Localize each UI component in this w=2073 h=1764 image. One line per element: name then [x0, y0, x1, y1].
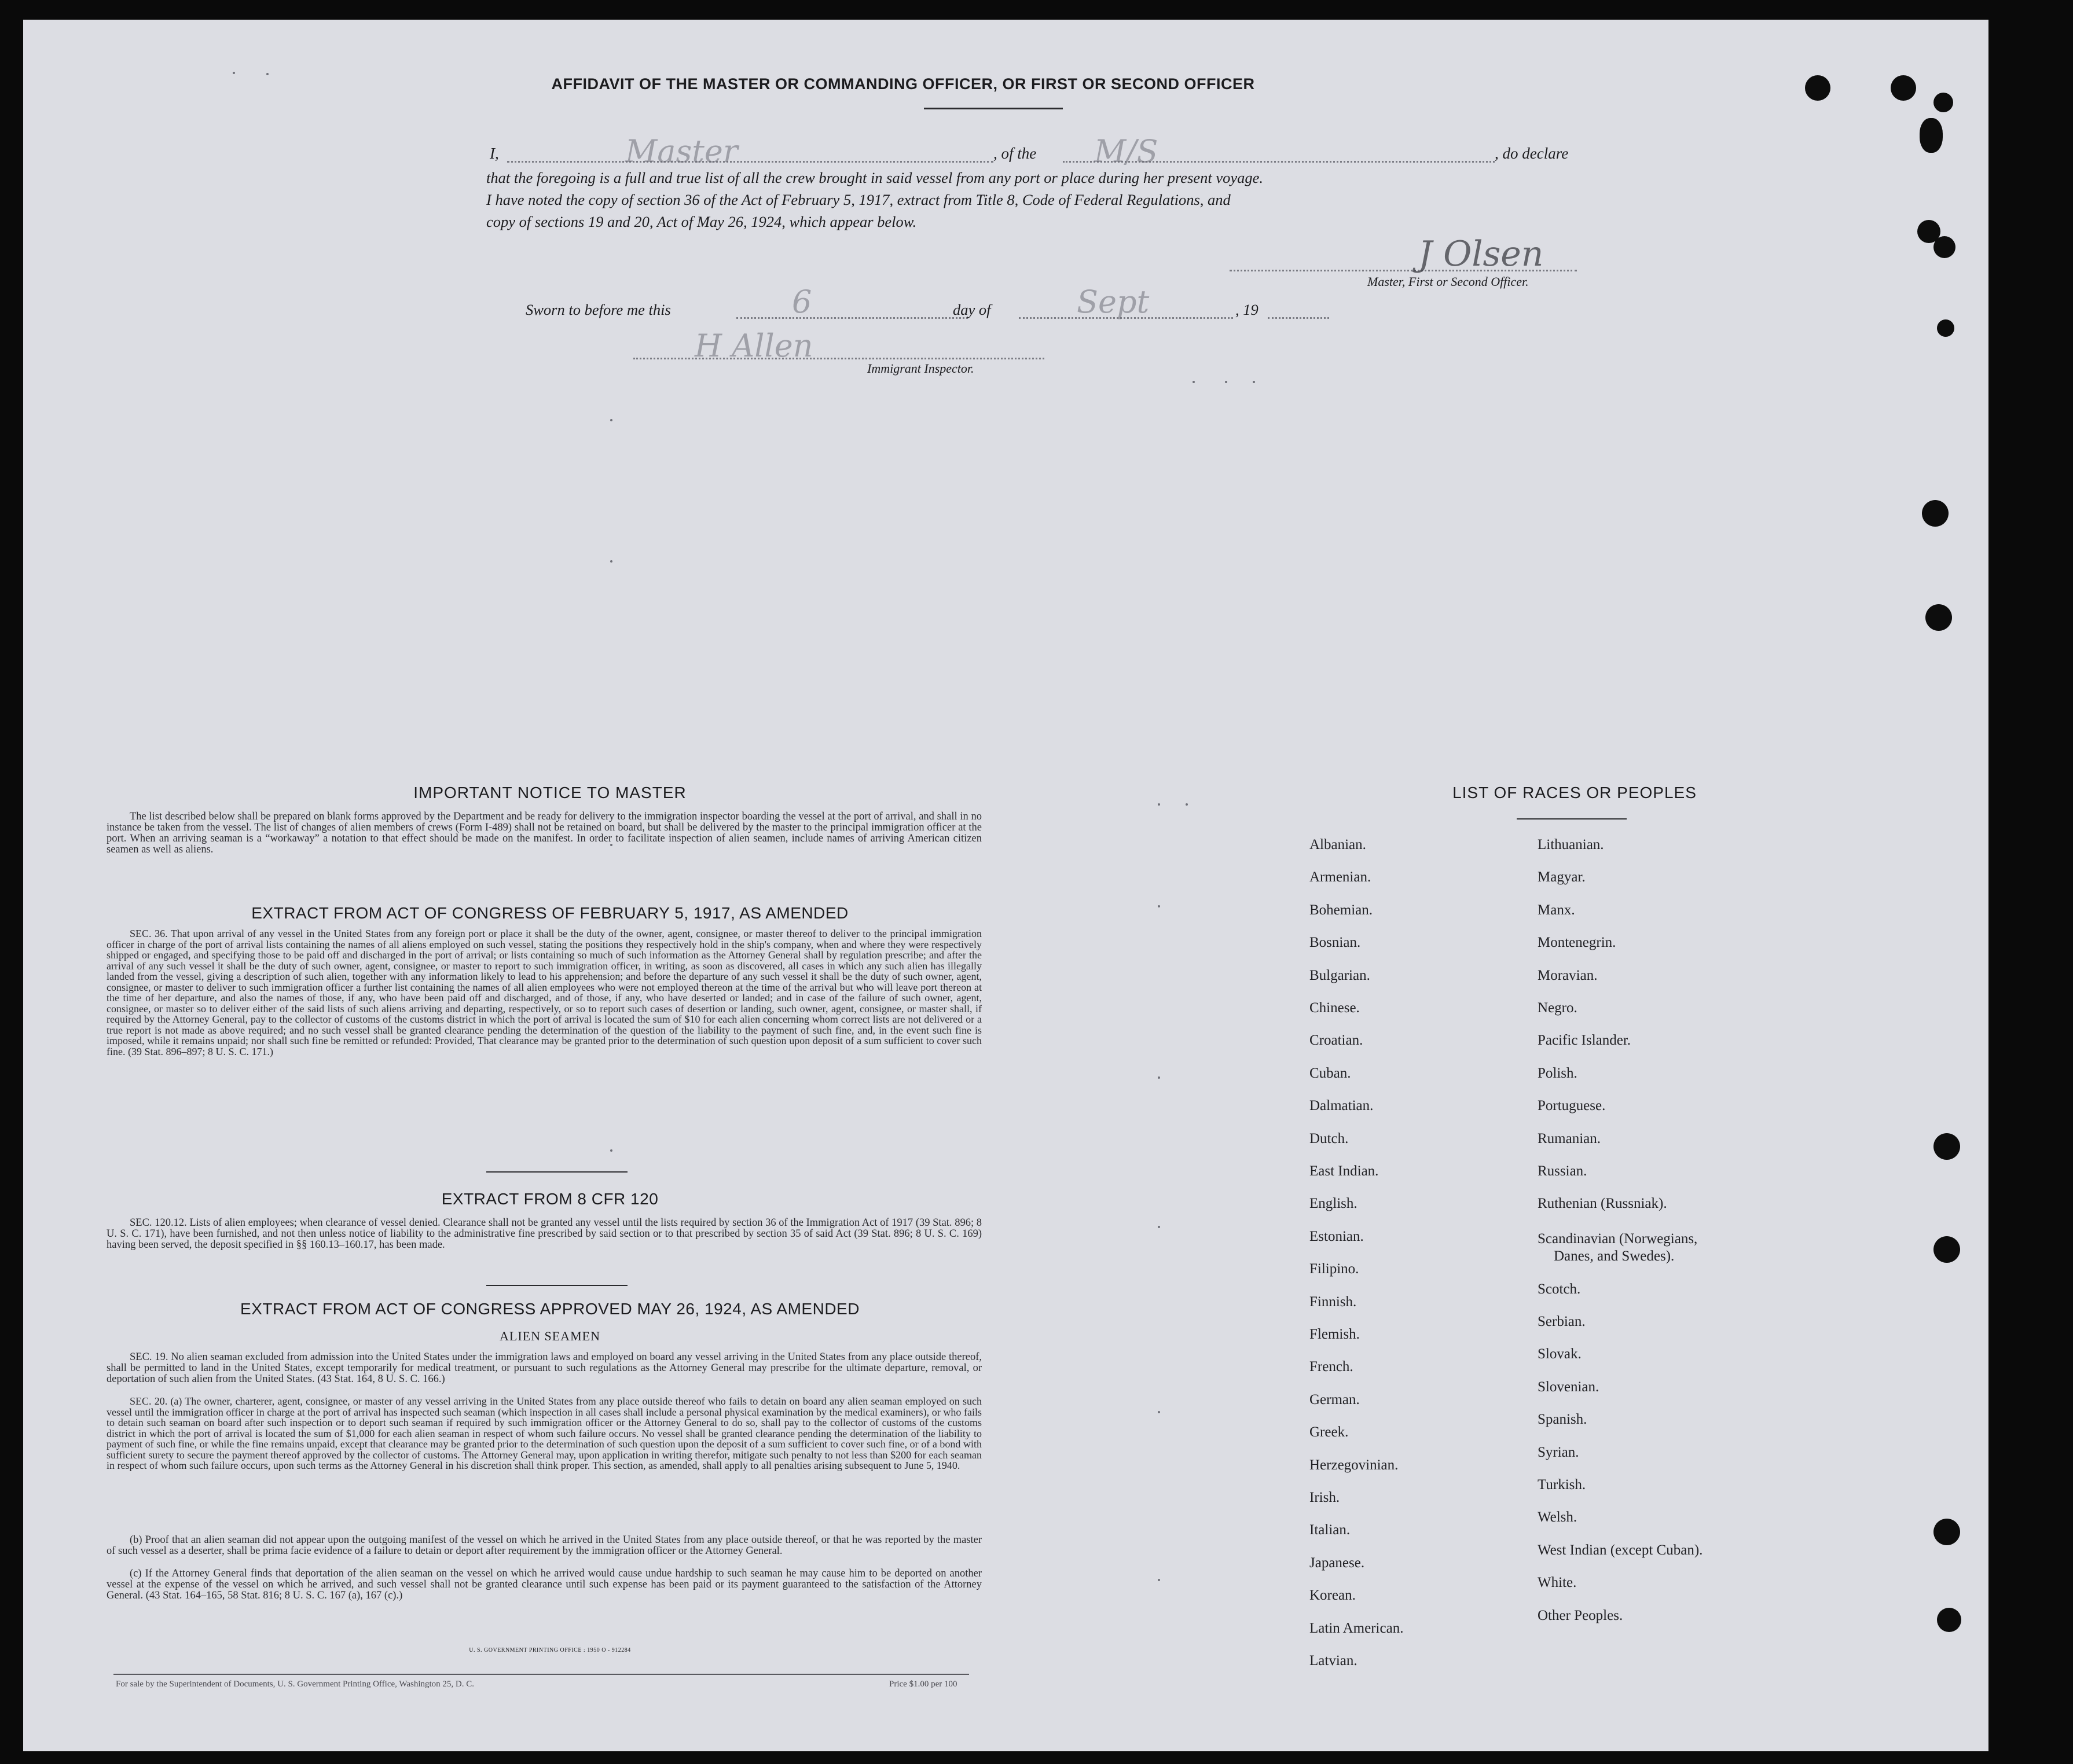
- signature-caption: Master, First or Second Officer.: [1367, 274, 1529, 289]
- race-entry: Other Peoples.: [1538, 1608, 1623, 1623]
- race-entry: Spanish.: [1538, 1412, 1587, 1427]
- section-rule: [486, 1171, 628, 1173]
- affidavit-line1-of-the: , of the: [993, 145, 1037, 162]
- affidavit-line1-i: I,: [490, 145, 499, 162]
- handwritten-signature: J Olsen: [1418, 234, 1544, 274]
- race-entry: Chinese.: [1309, 1000, 1360, 1016]
- race-entry: Montenegrin.: [1538, 935, 1616, 950]
- race-entry: Latin American.: [1309, 1620, 1404, 1636]
- affidavit-line4: copy of sections 19 and 20, Act of May 26, 1924, which appear below.: [486, 213, 917, 230]
- speck: [1225, 381, 1227, 383]
- sec20a-body: SEC. 20. (a) The owner, charterer, agent, consignee, or master of any vessel arriving in the United States from any place outside thereof who fails to detain on board any alien seaman employed on such vessel until the immigration officer in charge at the port of arrival has inspected such seaman (which inspection in all cases shall include a personal physical examination by the medical examiners), or who fails to detain such seaman on board after such inspection or to deport such seaman if required by such immigration officer or the Attorney General to do so, shall pay to the collector of customs of the customs district in which the port of arrival is located the sum of $1,000 for each alien seaman in respect of whom such failure occurs. No vessel shall be granted clearance pending the determination of the liability to payment of such fine, or while the fine remains unpaid, except that clearance may be granted prior to the determination of such question upon the deposit of a sum sufficient to cover such fine, or of a bond with sufficient surety to secure the payment thereof approved by the collector of customs. The Attorney General may, upon application in writing therefor, mitigate such penalty to not less than $200 for each seaman in respect of whom such failure occurs, upon such terms as the Attorney General in his discretion shall think proper. This section, as amended, shall apply to all penalties arising subsequent to June 5, 1940.: [107, 1395, 982, 1471]
- race-entry: West Indian (except Cuban).: [1538, 1542, 1703, 1558]
- race-entry: Bulgarian.: [1309, 968, 1370, 983]
- race-entry: Japanese.: [1309, 1555, 1365, 1571]
- punch-hole: [1937, 319, 1954, 337]
- handwritten-vessel-name: M/S: [1094, 133, 1158, 170]
- race-entry: Magyar.: [1538, 869, 1586, 885]
- race-entry: White.: [1538, 1575, 1577, 1590]
- sec20b-body: (b) Proof that an alien seaman did not appear upon the outgoing manifest of the vessel on which he arrived in the United States from any place outside thereof, or that he was reported by the master of such vessel as a deserter, shall be prima facie evidence of a failure to detain or deport after requirement by the immigration officer or the Attorney General.: [107, 1534, 982, 1557]
- races-heading: LIST OF RACES OR PEOPLES: [1452, 784, 1697, 802]
- affidavit-line2: that the foregoing is a full and true list of all the crew brought in said vessel from any port or place during her present voyage.: [486, 169, 1264, 186]
- punch-hole: [1933, 236, 1955, 258]
- cfr-heading: EXTRACT FROM 8 CFR 120: [441, 1190, 659, 1208]
- race-entry: Croatian.: [1309, 1032, 1363, 1048]
- race-entry: Herzegovinian.: [1309, 1457, 1399, 1473]
- race-entry: Welsh.: [1538, 1509, 1577, 1525]
- punch-hole: [1933, 1133, 1960, 1160]
- affidavit-title: AFFIDAVIT OF THE MASTER OR COMMANDING OFFICER, OR FIRST OR SECOND OFFICER: [551, 75, 1255, 93]
- race-entry: Dalmatian.: [1309, 1098, 1374, 1113]
- race-entry: English.: [1309, 1196, 1357, 1211]
- race-entry: Cuban.: [1309, 1065, 1351, 1081]
- day-of-label: day of: [953, 301, 991, 318]
- speck: [1158, 1579, 1160, 1581]
- footer-rule: [113, 1674, 969, 1675]
- race-entry: Dutch.: [1309, 1131, 1349, 1146]
- punch-hole: [1933, 1519, 1960, 1545]
- race-entry: Turkish.: [1538, 1477, 1586, 1493]
- sec19-body: SEC. 19. No alien seaman excluded from admission into the United States under the immigration laws and employed on board any vessel arriving in the United States from any place outside thereof, shall be permitted to land in the United States, except temporarily for medical treatment, or pursuant to such regulations as the Attorney General may prescribe for the ultimate departure, removal, or deportation of such alien from the United States. (43 Stat. 164, 8 U. S. C. 166.): [107, 1351, 982, 1385]
- section-rule: [486, 1285, 628, 1286]
- races-rule: [1517, 818, 1627, 819]
- race-entry: Finnish.: [1309, 1294, 1357, 1310]
- punch-hole: [1920, 118, 1943, 153]
- race-entry: Danes, and Swedes).: [1554, 1248, 1675, 1264]
- speck: [1253, 381, 1255, 383]
- punch-hole: [1922, 500, 1949, 527]
- punch-hole: [1805, 75, 1830, 101]
- race-entry: Bosnian.: [1309, 935, 1361, 950]
- speck: [233, 72, 235, 74]
- race-entry: Scotch.: [1538, 1281, 1581, 1297]
- form-sheet: [23, 20, 1988, 1751]
- gpo-imprint: U. S. GOVERNMENT PRINTING OFFICE : 1950 O - 912284: [469, 1647, 631, 1653]
- race-entry: Lithuanian.: [1538, 837, 1604, 852]
- speck: [1158, 803, 1160, 806]
- race-entry: Syrian.: [1538, 1445, 1579, 1460]
- notice-body: The list described below shall be prepared on blank forms approved by the Department and be ready for delivery to the immigration inspector boarding the vessel at the port of arrival, and shall in no instance be taken from the vessel. The list of changes of alien members of crews (Form I-489) shall not be retained on board, but shall be delivered by the master to the principal immigration officer at the port. When an arriving seaman is a “workaway” a notation to that effect should be made on the manifest. In order to facilitate inspection of alien seamen, include names of arriving American citizen seamen as well as aliens.: [107, 811, 982, 855]
- handwritten-master-name: Master: [625, 133, 738, 170]
- notice-heading: IMPORTANT NOTICE TO MASTER: [413, 784, 687, 802]
- race-entry: Greek.: [1309, 1424, 1349, 1440]
- punch-hole: [1925, 604, 1952, 631]
- alien-seamen-subheading: ALIEN SEAMEN: [500, 1329, 600, 1343]
- race-entry: Latvian.: [1309, 1653, 1357, 1669]
- race-entry: Italian.: [1309, 1522, 1351, 1538]
- speck: [610, 1149, 612, 1152]
- inspector-caption: Immigrant Inspector.: [867, 361, 974, 376]
- race-entry: Irish.: [1309, 1490, 1340, 1505]
- speck: [266, 73, 269, 75]
- race-entry: French.: [1309, 1359, 1353, 1375]
- affidavit-line3: I have noted the copy of section 36 of the Act of February 5, 1917, extract from Title 8, Code of Federal Regulations, and: [486, 191, 1231, 208]
- footer-price: Price $1.00 per 100: [889, 1680, 957, 1689]
- extract-1917-body: SEC. 36. That upon arrival of any vessel in the United States from any foreign port or place it shall be the duty of the owner, agent, consignee, or master thereof to deliver to the principal immigration officer in charge of the port of arrival lists containing the names of all aliens employed on such vessel, stating the positions they respectively hold in the ship's company, when and where they were respectively shipped or engaged, and specifying those to be paid off and discharged in the port of arrival; or lists containing so much of such information as the Attorney General shall by regulation prescribe; and after the arrival of any such vessel it shall be the duty of such owner, agent, consignee, or master to report to such immigration officer, in writing, as soon as discovered, all cases in which any such alien has illegally landed from the vessel, giving a description of such alien, together with any information likely to lead to his apprehension; and before the departure of any such vessel it shall be the duty of such owner, agent, consignee, or master to deliver to such immigration officer a further list containing the names of all alien employees who were not employed thereon at the time of the arrival but who will leave port thereon at the time of her departure, and also the names of those, if any, who have been paid off and discharged, and of those, if any, who have deserted or landed; and in case of the failure of such owner, agent, consignee, or master so to deliver either of the said lists of such aliens arriving and departing, respectively, or so to report such cases of desertion or landing, such owner, agent, consignee, or master shall, if required by the Attorney General, pay to the collector of customs of the customs district in which the port of arrival is located the sum of $10 for each alien concerning whom correct lists are not delivered or a true report is not made as above required; and no such vessel shall be granted clearance pending the determination of the question of the liability to the payment of such fine, and, in the event such fine is imposed, while it remains unpaid; nor shall such fine be remitted or refunded: Provided, That clearance may be granted prior to the determination of such question upon deposit of a sum sufficient to cover such fine. (39 Stat. 896–897; 8 U. S. C. 171.): [107, 928, 982, 1057]
- race-entry: German.: [1309, 1392, 1360, 1407]
- race-entry: Estonian.: [1309, 1229, 1364, 1244]
- race-entry: Filipino.: [1309, 1261, 1359, 1277]
- speck: [1186, 803, 1188, 806]
- punch-hole: [1891, 75, 1916, 101]
- race-entry: Polish.: [1538, 1065, 1577, 1081]
- year-prefix-label: , 19: [1235, 301, 1259, 318]
- speck: [1158, 1411, 1160, 1413]
- race-entry: Rumanian.: [1538, 1131, 1601, 1146]
- footer-sale-note: For sale by the Superintendent of Documents, U. S. Government Printing Office, Washington 25, D. C.: [116, 1680, 474, 1689]
- speck: [1193, 381, 1195, 383]
- race-entry: East Indian.: [1309, 1163, 1379, 1179]
- race-entry: Serbian.: [1538, 1314, 1586, 1329]
- race-entry: Bohemian.: [1309, 902, 1373, 918]
- sec20c-body: (c) If the Attorney General finds that deportation of the alien seaman on the vessel on which he arrived would cause undue hardship to such seaman he may cause him to be deported on another vessel at the expense of the vessel on which he arrived, and such vessel shall not be granted clearance until such expense has been paid or its payment guaranteed to the satisfaction of the Attorney General. (43 Stat. 164–165, 58 Stat. 816; 8 U. S. C. 167 (a), 167 (c).): [107, 1568, 982, 1601]
- race-entry: Moravian.: [1538, 968, 1598, 983]
- punch-hole: [1937, 1608, 1961, 1632]
- race-entry: Portuguese.: [1538, 1098, 1606, 1113]
- race-entry: Negro.: [1538, 1000, 1577, 1016]
- sworn-before-label: Sworn to before me this: [526, 301, 671, 318]
- cfr-body: SEC. 120.12. Lists of alien employees; when clearance of vessel denied. Clearance shall not be granted any vessel until the lists required by section 36 of the Immigration Act of 1917 (39 Stat. 896; 8 U. S. C. 171), have been furnished, and not then unless notice of liability to the administrative fine prescribed by said section or to that prescribed by section 35 of said Act (39 Stat. 896; 8 U. S. C. 169) having been served, the deposit specified in §§ 160.13–160.17, has been made.: [107, 1217, 982, 1251]
- speck: [1158, 905, 1160, 907]
- speck: [610, 419, 612, 421]
- race-entry: Slovak.: [1538, 1346, 1582, 1362]
- race-entry: Manx.: [1538, 902, 1575, 918]
- title-rule: [924, 108, 1063, 109]
- race-entry: Albanian.: [1309, 837, 1366, 852]
- handwritten-month: Sept: [1077, 284, 1150, 320]
- speck: [1158, 1076, 1160, 1079]
- handwritten-inspector: H Allen: [695, 328, 813, 364]
- race-entry: Ruthenian (Russniak).: [1538, 1196, 1667, 1211]
- speck: [610, 560, 612, 563]
- extract-1917-heading: EXTRACT FROM ACT OF CONGRESS OF FEBRUARY 5, 1917, AS AMENDED: [251, 904, 849, 922]
- handwritten-day: 6: [792, 284, 812, 320]
- race-entry: Scandinavian (Norwegians,: [1538, 1231, 1698, 1247]
- affidavit-line1-declare: , do declare: [1495, 145, 1569, 162]
- punch-hole: [1933, 1236, 1960, 1263]
- sworn-year-field: [1268, 317, 1329, 319]
- sworn-day-field: [736, 317, 968, 319]
- punch-hole: [1933, 93, 1953, 112]
- race-entry: Korean.: [1309, 1587, 1356, 1603]
- master-name-field: [507, 161, 993, 163]
- race-entry: Pacific Islander.: [1538, 1032, 1631, 1048]
- extract-1924-heading: EXTRACT FROM ACT OF CONGRESS APPROVED MAY 26, 1924, AS AMENDED: [240, 1300, 860, 1318]
- speck: [1158, 1226, 1160, 1228]
- race-entry: Slovenian.: [1538, 1379, 1599, 1395]
- race-entry: Flemish.: [1309, 1326, 1360, 1342]
- race-entry: Russian.: [1538, 1163, 1587, 1179]
- race-entry: Armenian.: [1309, 869, 1371, 885]
